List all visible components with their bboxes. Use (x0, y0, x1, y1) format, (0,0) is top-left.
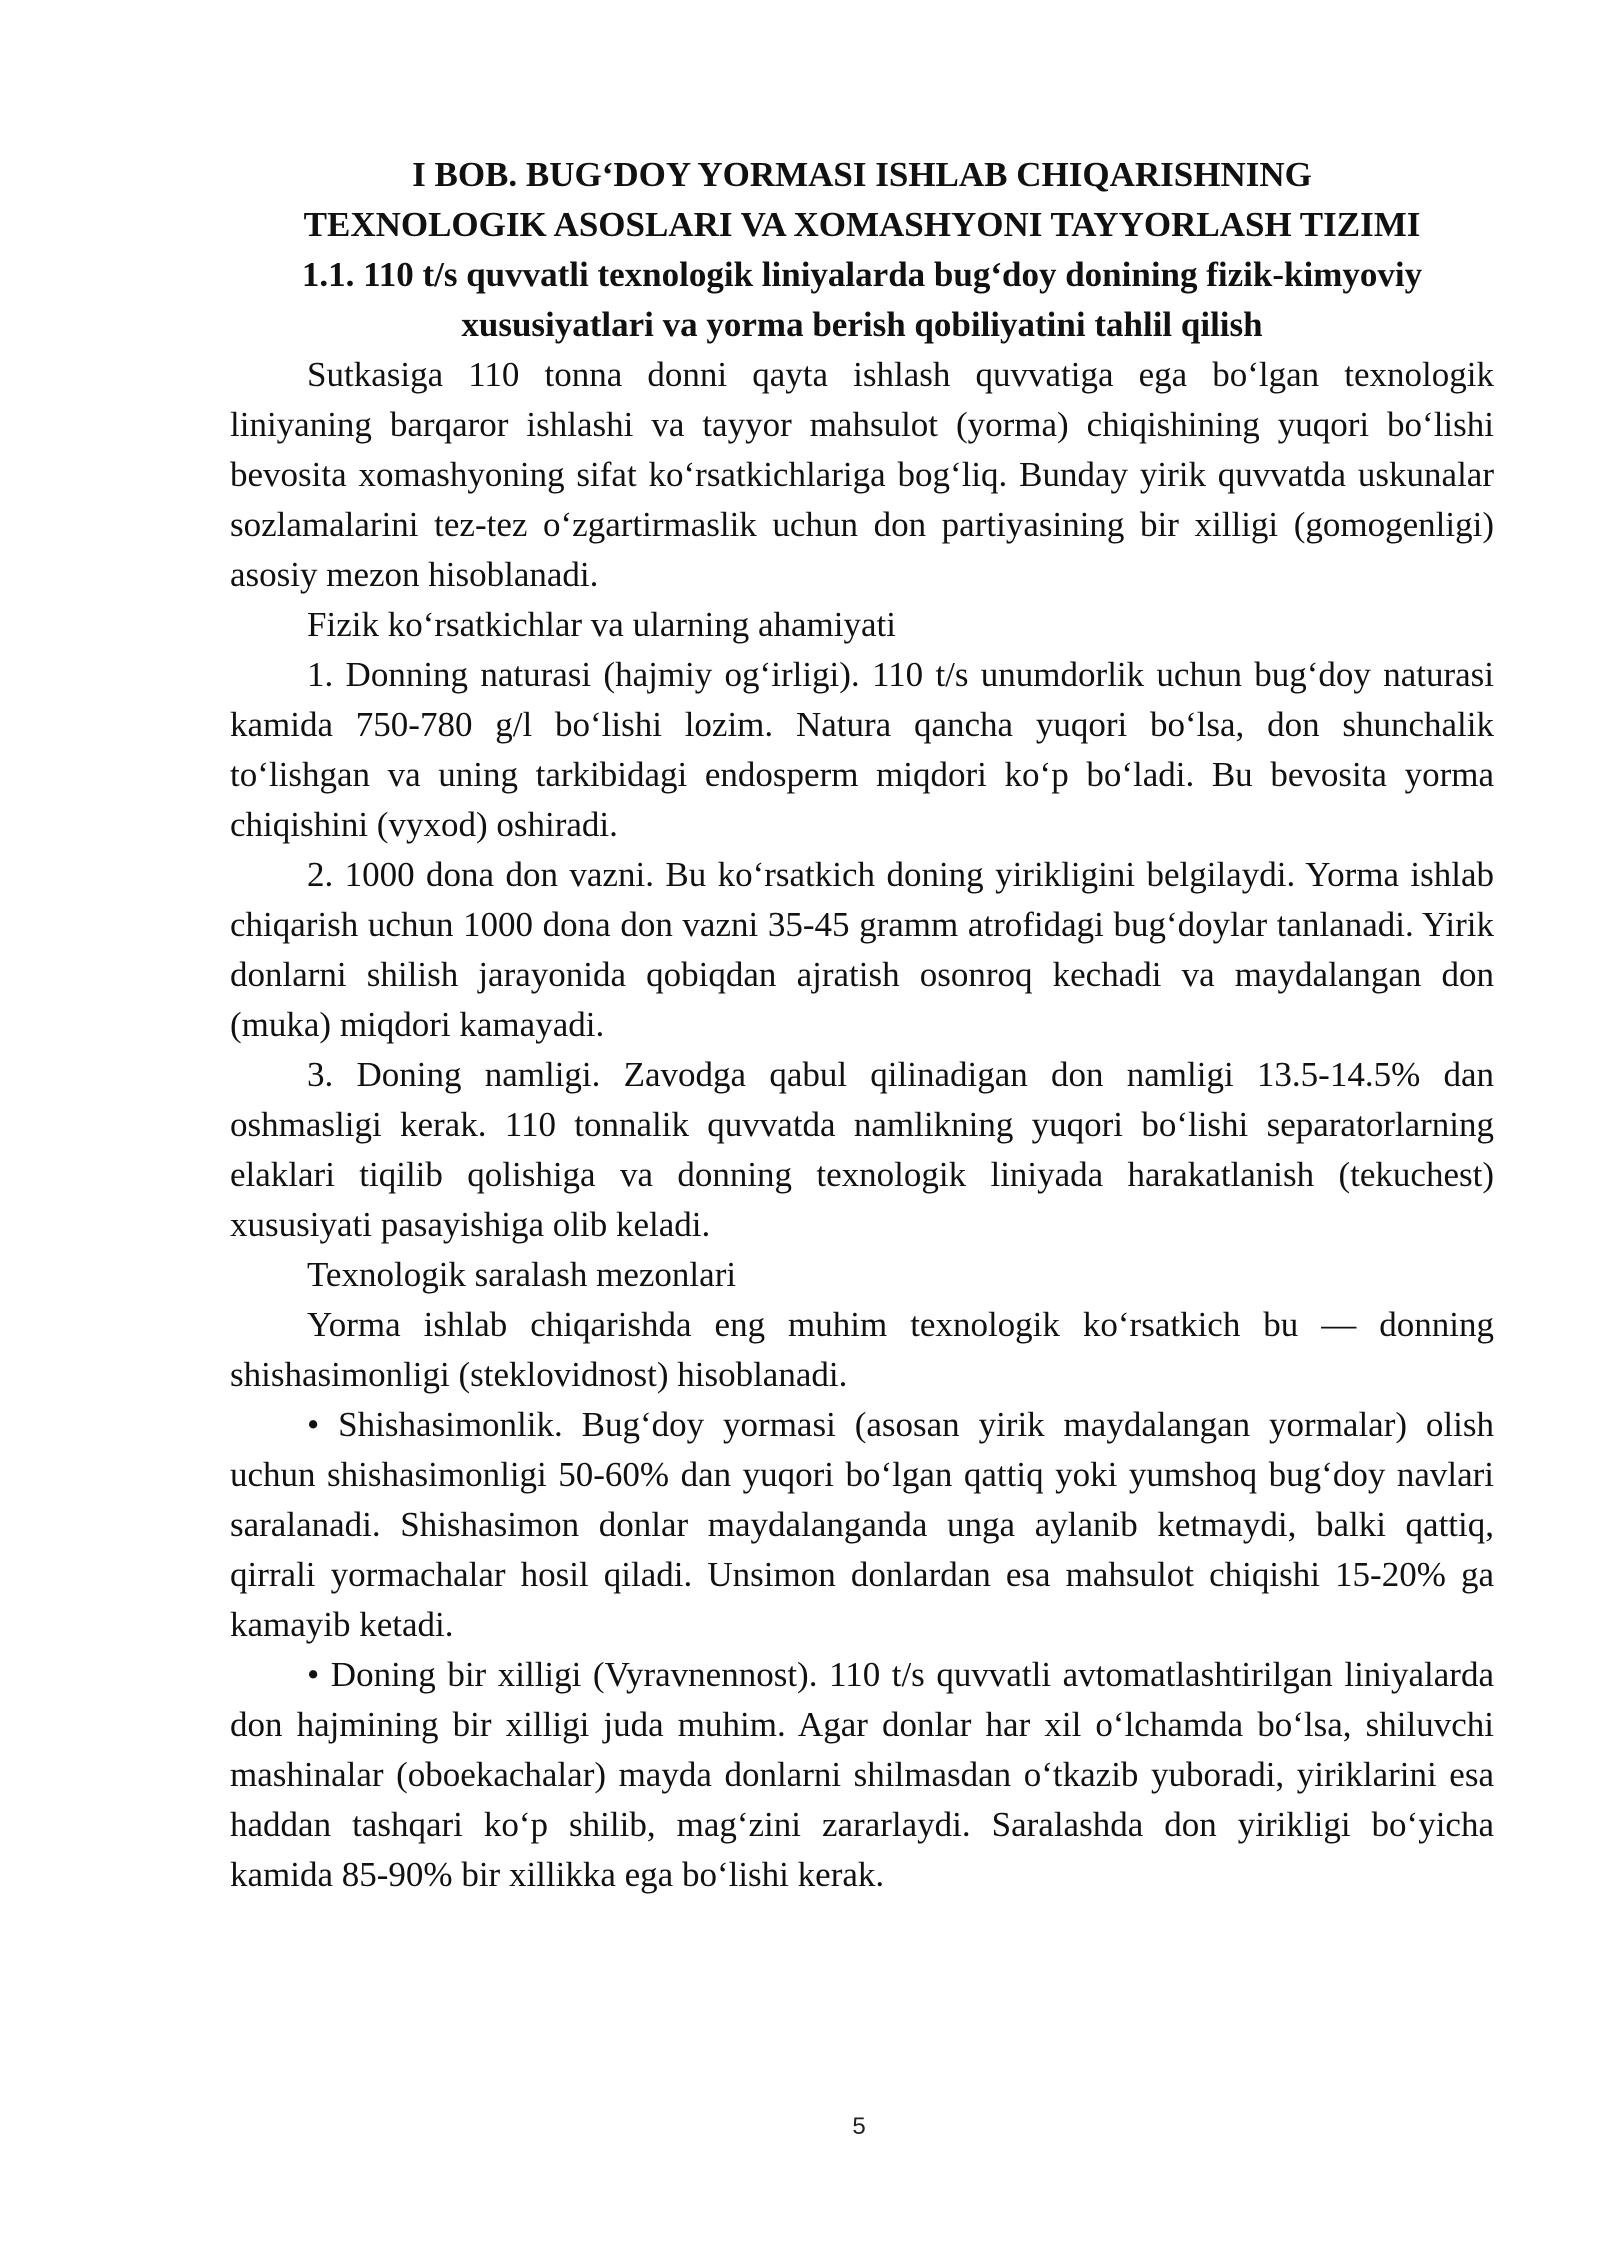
page-number: 5 (852, 2113, 866, 2140)
selection-intro-paragraph: Yorma ishlab chiqarishda eng muhim texnologik ko‘rsatkich bu — donning shishasimonligi (steklovidnost) hisoblanadi. (230, 1305, 1494, 1394)
document-page (230, 150, 1494, 1900)
intro-paragraph: Sutkasiga 110 tonna donni qayta ishlash quvvatiga ega bo‘lgan texnologik liniyaning barqaror ishlashi va tayyor mahsulot (yorma) chiqishining yuqori bo‘lishi bevosita xomashyoning sifat ko‘rsatkichlariga bog‘liq. Bunday yirik quvvatda uskunalar sozlamalarini tez-tez o‘zgartirmaslik uchun don partiyasining bir xilligi (gomogenligi) asosiy mezon hisoblanadi. (230, 355, 1494, 594)
bullet-vitreousness: • Shishasimonlik. Bug‘doy yormasi (asosan yirik maydalangan yormalar) olish uchun shishasimonligi 50-60% dan yuqori bo‘lgan qattiq yoki yumshoq bug‘doy navlari saralanadi. Shishasimon donlar maydalanganda unga aylanib ketmaydi, balki qattiq, qirrali yormachalar hosil qiladi. Unsimon donlardan esa mahsulot chiqishi 15-20% ga kamayib ketadi. (230, 1405, 1494, 1644)
list-item-natura: 1. Donning naturasi (hajmiy og‘irligi). 110 t/s unumdorlik uchun bug‘doy naturasi kamida 750-780 g/l bo‘lishi lozim. Natura qancha yuqori bo‘lsa, don shunchalik to‘lishgan va uning tarkibidagi endosperm miqdori ko‘p bo‘ladi. Bu bevosita yorma chiqishini (vyxod) oshiradi. (230, 655, 1494, 844)
selection-criteria-heading: Texnologik saralash mezonlari (307, 1255, 737, 1294)
list-item-moisture: 3. Doning namligi. Zavodga qabul qilinadigan don namligi 13.5-14.5% dan oshmasligi kerak. 110 tonnalik quvvatda namlikning yuqori bo‘lishi separatorlarning elaklari tiqilib qolishiga va donning texnologik liniyada harakatlanish (tekuchest) xususiyati pasayishiga olib keladi. (230, 1055, 1494, 1244)
bullet-uniformity: • Doning bir xilligi (Vyravnennost). 110 t/s quvvatli avtomatlashtirilgan liniyalarda don hajmining bir xilligi juda muhim. Agar donlar har xil o‘lchamda bo‘lsa, shiluvchi mashinalar (oboekachalar) mayda donlarni shilmasdan o‘tkazib yuboradi, yiriklarini esa haddan tashqari ko‘p shilib, mag‘zini zararlaydi. Saralashda don yirikligi bo‘yicha kamida 85-90% bir xillikka ega bo‘lishi kerak. (230, 1655, 1494, 1894)
section-title: 1.1. 110 t/s quvvatli texnologik liniyalarda bug‘doy donining fizik-kimyoviy xususiyatlari va yorma berish qobiliyatini tahlil qilish (301, 255, 1423, 344)
chapter-title-line1: I BOB. BUG‘DOY YORMASI ISHLAB CHIQARISHNING (412, 155, 1312, 194)
list-item-grain-weight: 2. 1000 dona don vazni. Bu ko‘rsatkich doning yirikligini belgilaydi. Yorma ishlab chiqarish uchun 1000 dona don vazni 35-45 gramm atrofidagi bug‘doylar tanlanadi. Yirik donlarni shilish jarayonida qobiqdan ajratish osonroq kechadi va maydalangan don (muka) miqdori kamayadi. (230, 855, 1494, 1044)
physical-indicators-heading: Fizik ko‘rsatkichlar va ularning ahamiyati (307, 605, 896, 644)
chapter-title-line2: TEXNOLOGIK ASOSLARI VA XOMASHYONI TAYYORLASH TIZIMI (303, 205, 1421, 244)
